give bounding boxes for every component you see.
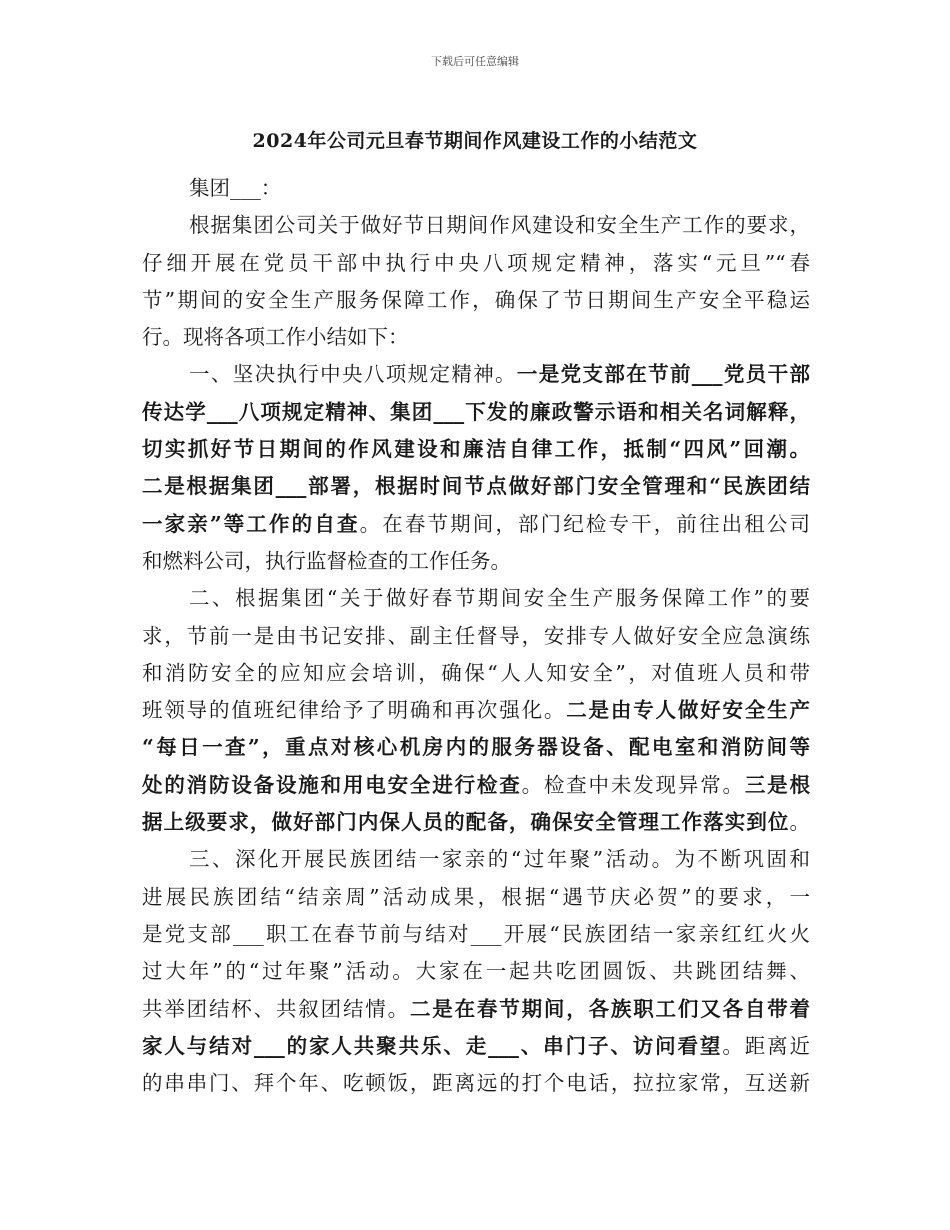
text-line [142,692,810,729]
text-run: 。在春节期间，部门纪检专干，前往出租公司 [359,511,811,536]
text-run: 二、根据集团“关于做好春节期间安全生产服务保障工作”的要 [189,586,810,611]
text-line [142,319,810,356]
text-run: 。检查中未发现异常。 [521,772,745,797]
text-run: 三、深化开展民族团结一家亲的“过年聚”活动。为不断巩固和 [189,847,810,872]
text-line [142,356,810,393]
text-line [142,1065,810,1102]
text-run: 。 [789,810,810,835]
text-run: 班领导的值班纪律给予了明确和再次强化。 [142,698,567,723]
text-run: 共举团结杯、共叙团结情。 [142,996,410,1021]
text-run: 过大年”的“过年聚”活动。大家在一起共吃团圆饭、共跳团结舞、 [142,959,810,984]
text-run: 仔细开展在党员干部中执行中央八项规定精神，落实“元旦”“春 [142,250,810,275]
text-line [142,991,810,1028]
text-line [142,618,810,655]
text-run: 是党支部___职工在春节前与结对___开展“民族团结一家亲红红火火 [142,921,810,946]
bold-text-run: 家人与结对___的家人共聚共乐、走___、串门子、访问看望 [142,1033,723,1058]
text-run: 。距离近 [722,1033,811,1058]
text-line [142,506,810,543]
text-line [142,1028,810,1065]
text-run: 根据集团公司关于做好节日期间作风建设和安全生产工作的要求， [189,213,810,238]
text-run: 一、坚决执行中央八项规定精神。 [189,362,517,387]
text-line [142,953,810,990]
text-line [142,431,810,468]
bold-text-run: 二是在春节期间，各族职工们又各自带着 [409,996,811,1021]
bold-text-run: 处的消防设备设施和用电安全进行检查 [142,772,522,797]
text-line [142,468,810,505]
text-line [142,394,810,431]
text-run: 和消防安全的应知应会培训，确保“人人知安全”，对值班人员和带 [142,660,810,685]
bold-text-run: 据上级要求，做好部门内保人员的配备，确保安全管理工作落实到位 [142,810,790,835]
text-line [142,245,810,282]
text-run: 节”期间的安全生产服务保障工作，确保了节日期间生产安全平稳运 [142,287,810,312]
bold-text-run: 二是由专人做好安全生产 [566,698,811,723]
text-line [142,804,810,841]
text-run: 和燃料公司，执行监督检查的工作任务。 [142,548,511,573]
text-line [142,916,810,953]
body-text [142,207,810,1102]
text-line [142,580,810,617]
text-line [142,207,810,244]
text-line [142,543,810,580]
bold-text-run: 一是党支部在节前___党员干部 [516,362,811,387]
bold-text-run: 切实抓好节日期间的作风建设和廉洁自律工作，抵制“四风”回潮。 [142,437,810,462]
text-line [142,841,810,878]
bold-text-run: 一家亲”等工作的自查 [142,511,360,536]
salutation: 集团___： [189,176,282,200]
text-run: 求，节前一是由书记安排、副主任督导，安排专人做好安全应急演练 [142,623,810,648]
bold-text-run: 传达学___八项规定精神、集团___下发的廉政警示语和相关名词解释， [142,399,810,424]
text-line [142,767,810,804]
document-body [142,170,810,1102]
text-line [142,879,810,916]
bold-text-run: “每日一查”，重点对核心机房内的服务器设备、配电室和消防间等 [142,735,810,760]
text-line [142,729,810,766]
bold-text-run: 二是根据集团___部署，根据时间节点做好部门安全管理和“民族团结 [142,474,810,499]
bold-text-run: 三是根 [744,772,811,797]
text-run: 的串串门、拜个年、吃顿饭，距离远的打个电话，拉拉家常，互送新 [142,1071,810,1096]
text-line [142,655,810,692]
text-line [142,282,810,319]
page-header-note: 下载后可任意编辑 [431,55,519,68]
text-run: 行。现将各项工作小结如下： [142,325,409,350]
text-run: 进展民族团结“结亲周”活动成果，根据“遇节庆必贺”的要求，一 [142,884,810,909]
document-title: 2024年公司元旦春节期间作风建设工作的小结范文 [252,130,698,152]
